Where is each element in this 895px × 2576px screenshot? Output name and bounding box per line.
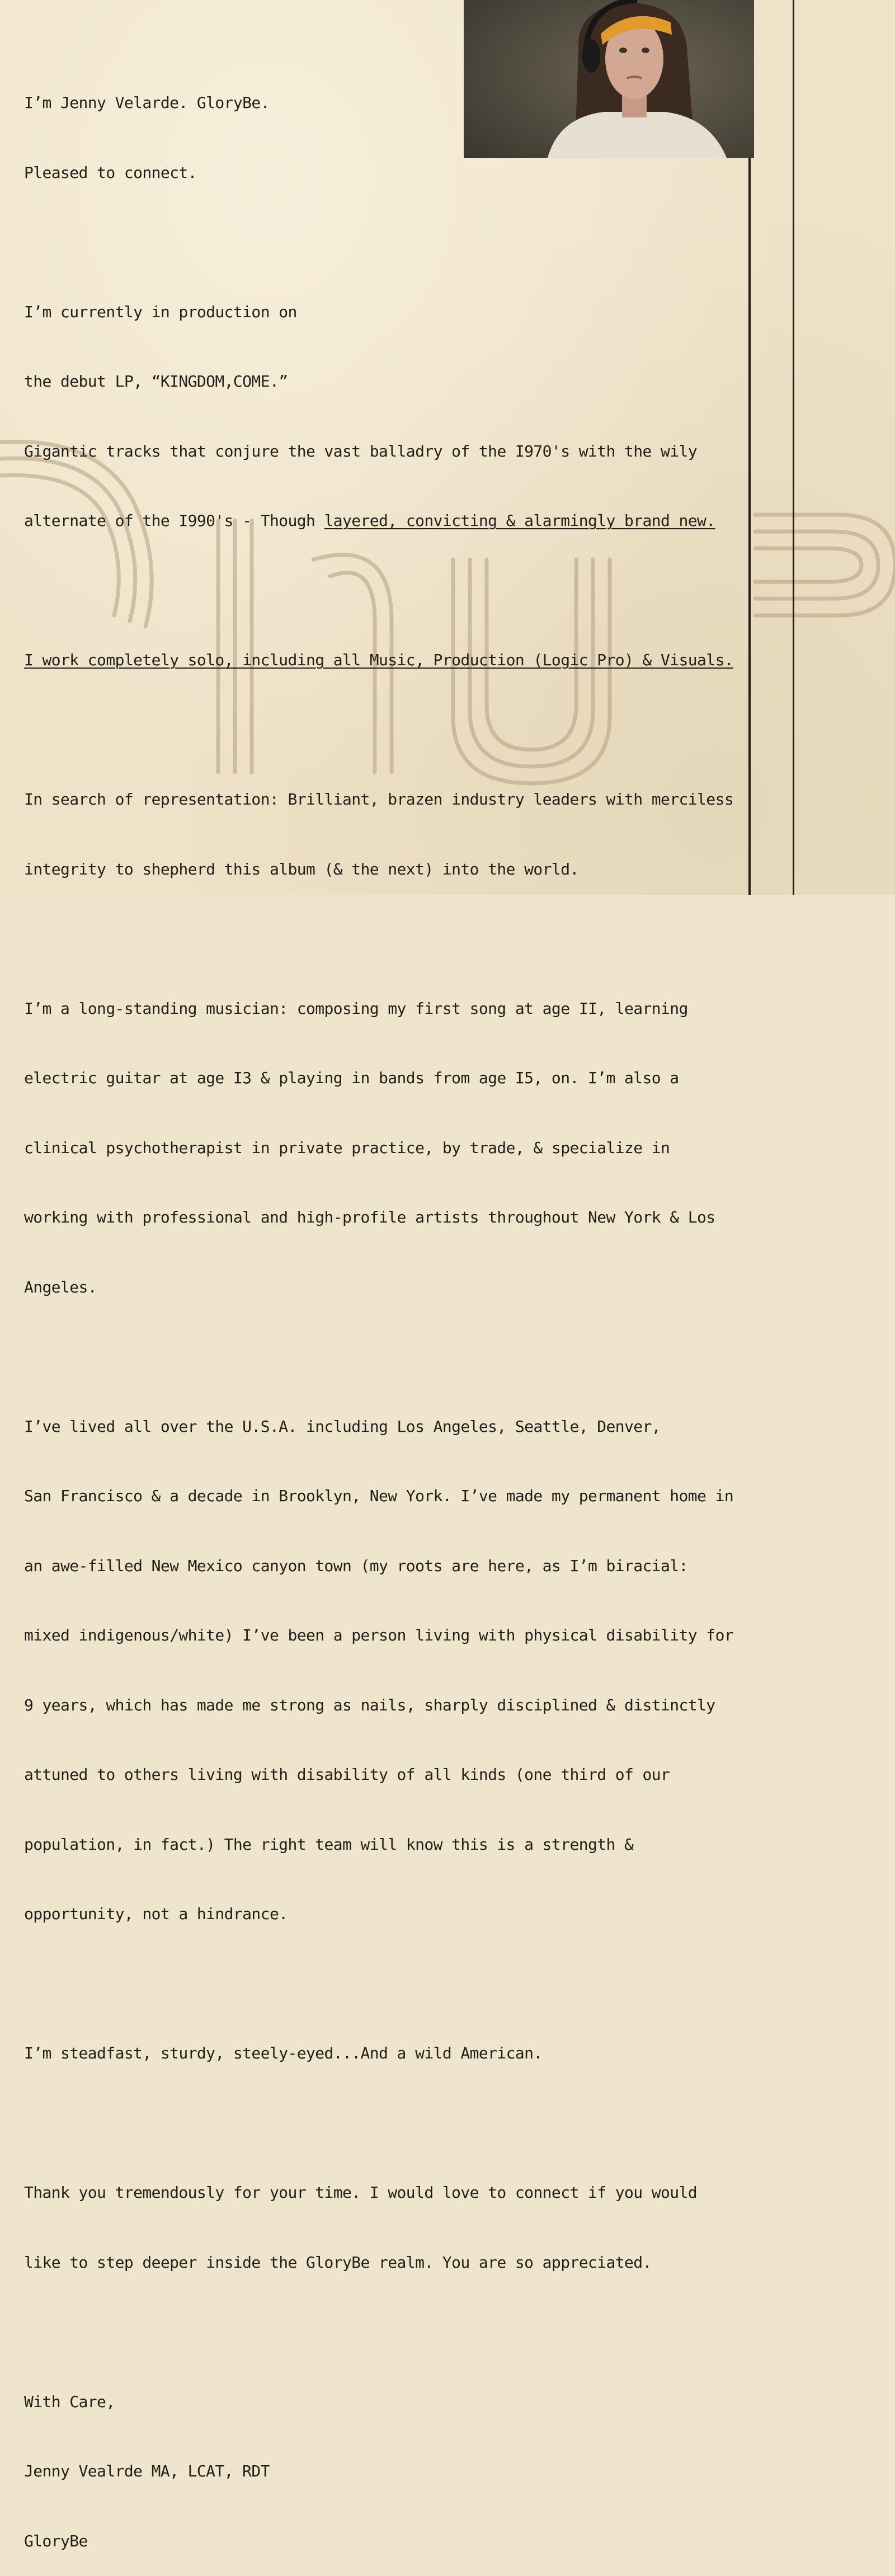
musician-line: electric guitar at age I3 & playing in bands from age I5, on. I’m also a (24, 1069, 679, 1087)
solo-statement: I work completely solo, including all Music, Production (Logic Pro) & Visuals. (24, 651, 734, 669)
lived-line: population, in fact.) The right team will know this is a strength & (24, 1835, 634, 1854)
signoff-line: With Care, (24, 2392, 115, 2411)
musician-line: Angeles. (24, 1277, 97, 1296)
lived-line: I’ve lived all over the U.S.A. including Los Angeles, Seattle, Denver, (24, 1417, 661, 1436)
signature-brand: GloryBe (24, 2531, 88, 2550)
underlined-emphasis: layered, convicting & alarmingly brand new. (324, 511, 715, 530)
thanks-line: like to step deeper inside the GloryBe realm. You are so appreciated. (24, 2253, 652, 2272)
production-line-prefix: alternate of the I990's - Though (24, 511, 324, 530)
musician-line: clinical psychotherapist in private practice, by trade, & specialize in (24, 1138, 670, 1157)
lived-line: San Francisco & a decade in Brooklyn, New York. I’ve made my permanent home in (24, 1487, 734, 1505)
representation-line: integrity to shepherd this album (& the next) into the world. (24, 859, 579, 878)
intro-line: I’m Jenny Velarde. GloryBe. (24, 93, 270, 112)
musician-line: I’m a long-standing musician: composing my first song at age II, learning (24, 999, 688, 1018)
production-line: the debut LP, “KINGDOM,COME.” (24, 372, 288, 391)
production-line (24, 509, 751, 533)
vertical-rule-right (793, 0, 794, 895)
signature-name: Jenny Vealrde MA, LCAT, RDT (24, 2462, 270, 2480)
thanks-line: Thank you tremendously for your time. I would love to connect if you would (24, 2183, 698, 2202)
representation-line: In search of representation: Brilliant, brazen industry leaders with merciless (24, 790, 734, 808)
production-line: I’m currently in production on (24, 302, 297, 321)
production-line: Gigantic tracks that conjure the vast balladry of the I970's with the wily (24, 441, 698, 460)
cover-letter (24, 45, 751, 2576)
lived-line: opportunity, not a hindrance. (24, 1905, 288, 1923)
lived-line: 9 years, which has made me strong as nails, sharply disciplined & distinctly (24, 1695, 715, 1714)
intro-line: Pleased to connect. (24, 163, 197, 182)
lived-line: an awe-filled New Mexico canyon town (my roots are here, as I’m biracial: (24, 1556, 688, 1575)
musician-line: working with professional and high-profile artists throughout New York & Los (24, 1208, 715, 1226)
steadfast-line: I’m steadfast, sturdy, steely-eyed...And a wild American. (24, 2044, 543, 2062)
lived-line: mixed indigenous/white) I’ve been a person living with physical disability for (24, 1626, 734, 1644)
lived-line: attuned to others living with disability of all kinds (one third of our (24, 1765, 670, 1784)
